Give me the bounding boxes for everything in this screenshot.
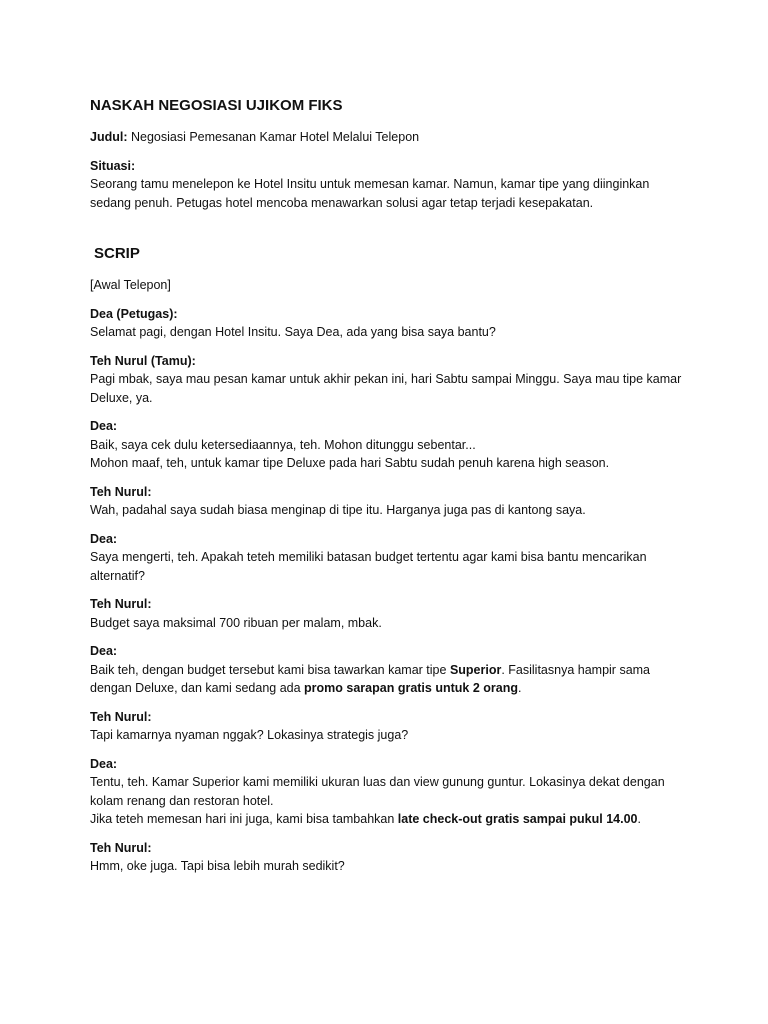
speaker-label: Teh Nurul (Tamu): xyxy=(90,353,196,368)
dialogue-turn xyxy=(90,708,690,745)
dialogue-turn xyxy=(90,839,690,876)
bold-text: late check-out gratis sampai pukul 14.00 xyxy=(397,812,638,826)
line-text: Baik teh, dengan budget tersebut kami bisa tawarkan kamar tipe xyxy=(90,662,450,677)
dialogue-turn xyxy=(90,305,690,342)
dialogue-line xyxy=(90,810,690,829)
document-body xyxy=(90,96,690,886)
dialogue-turn xyxy=(90,417,690,473)
dialogue-line xyxy=(90,726,690,745)
speaker-label: Dea: xyxy=(90,419,118,433)
situasi-text: Seorang tamu menelepon ke Hotel Insitu untuk memesan kamar. Namun, kamar tipe yang diinginkan sedang penuh. Petugas hotel mencoba menawarkan solusi agar tetap terjadi kesepakatan. xyxy=(90,177,650,210)
speaker-label: Teh Nurul: xyxy=(90,484,152,499)
line-text: Mohon maaf, teh, untuk kamar tipe Deluxe pada hari Sabtu sudah penuh karena high season. xyxy=(90,456,610,470)
line-text: Jika teteh memesan hari ini juga, kami bisa tambahkan xyxy=(90,812,398,826)
speaker-label: Dea: xyxy=(90,531,118,546)
speaker-label: Teh Nurul: xyxy=(90,709,152,724)
line-text: Saya mengerti, teh. Apakah teteh memiliki batasan budget tertentu agar kami bisa bantu mencarikan alternatif? xyxy=(90,550,647,583)
speaker-label: Teh Nurul: xyxy=(90,597,152,611)
line-text: Wah, padahal saya sudah biasa menginap di tipe itu. Harganya juga pas di kantong saya. xyxy=(90,503,586,517)
dialogue-line xyxy=(90,436,690,455)
dialogue-turn xyxy=(90,352,690,408)
line-text: . Fasilitasnya hampir sama dengan Deluxe, dan kami sedang ada xyxy=(90,662,651,695)
dialogue-line xyxy=(90,370,690,407)
speaker-label: Dea (Petugas): xyxy=(90,306,178,321)
situasi-block xyxy=(90,157,690,213)
line-text: Pagi mbak, saya mau pesan kamar untuk akhir pekan ini, hari Sabtu sampai Minggu. Saya mau tipe kamar Deluxe, ya. xyxy=(90,372,682,405)
dialogue-line xyxy=(90,773,690,810)
dialogue-turn xyxy=(90,530,690,586)
dialogue-line xyxy=(90,661,690,698)
dialogue-line xyxy=(90,454,690,473)
line-text: Tapi kamarnya nyaman nggak? Lokasinya strategis juga? xyxy=(90,728,409,742)
dialogue-turn xyxy=(90,483,690,520)
judul-line xyxy=(90,128,690,147)
judul-value: Negosiasi Pemesanan Kamar Hotel Melalui Telepon xyxy=(127,130,420,144)
speaker-label: Teh Nurul: xyxy=(90,840,152,855)
line-text: Budget saya maksimal 700 ribuan per malam, mbak. xyxy=(90,615,382,630)
dialogue-turn xyxy=(90,642,690,698)
bold-text: Superior xyxy=(449,662,502,677)
dialogue-line xyxy=(90,323,690,342)
dialogue-line xyxy=(90,857,690,876)
line-text: Hmm, oke juga. Tapi bisa lebih murah sedikit? xyxy=(90,859,345,873)
judul-label: Judul: xyxy=(90,130,128,144)
dialogue-list xyxy=(90,305,690,876)
dialogue-turn xyxy=(90,595,690,632)
speaker-label: Dea: xyxy=(90,756,118,771)
line-text: Selamat pagi, dengan Hotel Insitu. Saya Dea, ada yang bisa saya bantu? xyxy=(90,325,496,339)
line-text: . xyxy=(637,812,641,826)
dialogue-line xyxy=(90,614,690,633)
situasi-label: Situasi: xyxy=(90,158,136,173)
dialogue-turn xyxy=(90,755,690,829)
section-title-scrip: SCRIP xyxy=(94,245,140,262)
bold-text: promo sarapan gratis untuk 2 orang xyxy=(304,681,518,695)
document-title: NASKAH NEGOSIASI UJIKOM FIKS xyxy=(90,97,343,114)
line-text: Baik, saya cek dulu ketersediaannya, teh. Mohon ditunggu sebentar... xyxy=(90,437,476,452)
dialogue-line xyxy=(90,501,690,520)
line-text: . xyxy=(517,681,522,695)
line-text: Tentu, teh. Kamar Superior kami memiliki ukuran luas dan view gunung guntur. Lokasinya dekat dengan kolam renang dan restoran hotel. xyxy=(90,775,665,808)
speaker-label: Dea: xyxy=(90,644,118,658)
dialogue-line xyxy=(90,548,690,585)
stage-direction: [Awal Telepon] xyxy=(90,278,171,292)
